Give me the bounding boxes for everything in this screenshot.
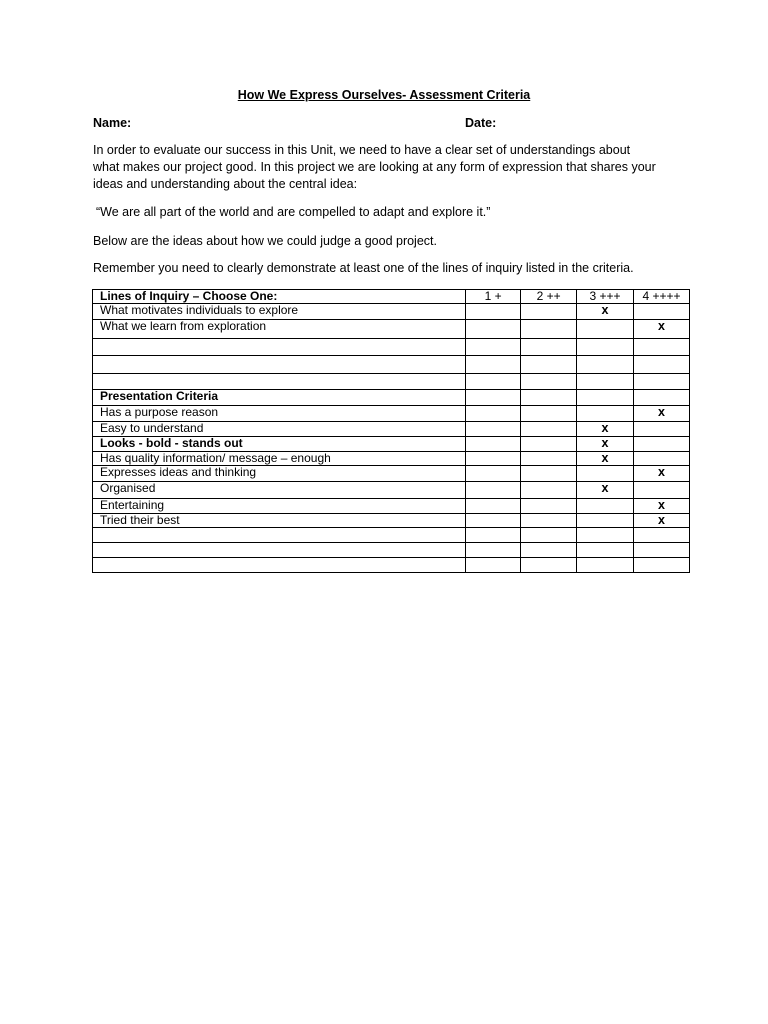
score-cell-4 <box>634 390 690 406</box>
table-row <box>93 528 690 543</box>
score-cell-4 <box>634 339 690 356</box>
criteria-label <box>93 339 466 356</box>
score-cell-1 <box>466 320 521 339</box>
criteria-label: Organised <box>93 482 466 499</box>
score-cell-2 <box>521 452 577 466</box>
score-cell-2 <box>521 437 577 452</box>
score-cell-3 <box>577 320 634 339</box>
score-cell-1 <box>466 339 521 356</box>
criteria-label <box>93 543 466 558</box>
table-row <box>93 406 690 422</box>
score-cell-1 <box>466 304 521 320</box>
score-cell-3: x <box>577 452 634 466</box>
criteria-label: Entertaining <box>93 499 466 514</box>
table-row <box>93 356 690 374</box>
score-cell-1 <box>466 499 521 514</box>
table-row <box>93 422 690 437</box>
header-lines-of-inquiry: Lines of Inquiry – Choose One: <box>93 290 466 304</box>
score-cell-2 <box>521 514 577 528</box>
score-cell-3 <box>577 406 634 422</box>
score-cell-3 <box>577 374 634 390</box>
criteria-label: Presentation Criteria <box>93 390 466 406</box>
score-cell-4 <box>634 452 690 466</box>
table-row <box>93 452 690 466</box>
table-row <box>93 558 690 573</box>
score-cell-2 <box>521 543 577 558</box>
score-cell-4 <box>634 374 690 390</box>
score-cell-3: x <box>577 304 634 320</box>
score-cell-2 <box>521 320 577 339</box>
score-cell-2 <box>521 422 577 437</box>
header-score-1: 1 + <box>466 290 521 304</box>
table-row <box>93 482 690 499</box>
score-cell-3 <box>577 499 634 514</box>
score-cell-2 <box>521 339 577 356</box>
score-cell-1 <box>466 528 521 543</box>
score-cell-1 <box>466 466 521 482</box>
score-cell-3 <box>577 543 634 558</box>
table-row <box>93 437 690 452</box>
score-cell-4: x <box>634 320 690 339</box>
score-cell-3: x <box>577 437 634 452</box>
score-cell-2 <box>521 499 577 514</box>
criteria-label <box>93 528 466 543</box>
score-cell-2 <box>521 374 577 390</box>
score-cell-2 <box>521 390 577 406</box>
score-cell-4 <box>634 482 690 499</box>
criteria-label: Has a purpose reason <box>93 406 466 422</box>
header-score-3: 3 +++ <box>577 290 634 304</box>
score-cell-1 <box>466 390 521 406</box>
table-row <box>93 304 690 320</box>
score-cell-3 <box>577 356 634 374</box>
score-cell-2 <box>521 482 577 499</box>
criteria-label <box>93 356 466 374</box>
score-cell-4: x <box>634 466 690 482</box>
score-cell-3 <box>577 514 634 528</box>
criteria-label: Easy to understand <box>93 422 466 437</box>
score-cell-3 <box>577 558 634 573</box>
score-cell-3: x <box>577 422 634 437</box>
intro-line: what makes our project good. In this project we are looking at any form of expression that shares your <box>93 160 656 174</box>
table-row <box>93 339 690 356</box>
score-cell-1 <box>466 543 521 558</box>
header-score-4: 4 ++++ <box>634 290 690 304</box>
table-header-row <box>93 290 690 304</box>
table-row <box>93 499 690 514</box>
score-cell-4 <box>634 528 690 543</box>
score-cell-1 <box>466 558 521 573</box>
score-cell-1 <box>466 374 521 390</box>
score-cell-2 <box>521 406 577 422</box>
intro-line: ideas and understanding about the central idea: <box>93 177 358 191</box>
score-cell-3 <box>577 528 634 543</box>
score-cell-2 <box>521 356 577 374</box>
score-cell-1 <box>466 406 521 422</box>
table-row <box>93 543 690 558</box>
name-label: Name: <box>93 116 132 130</box>
criteria-label: Looks - bold - stands out <box>93 437 466 452</box>
criteria-label <box>93 558 466 573</box>
score-cell-4: x <box>634 406 690 422</box>
central-idea-quote: “We are all part of the world and are compelled to adapt and explore it.” <box>96 205 491 219</box>
score-cell-4 <box>634 304 690 320</box>
page-title: How We Express Ourselves- Assessment Criteria <box>237 88 531 102</box>
score-cell-1 <box>466 452 521 466</box>
table-row <box>93 466 690 482</box>
score-cell-1 <box>466 356 521 374</box>
score-cell-4 <box>634 437 690 452</box>
score-cell-3: x <box>577 482 634 499</box>
table-row <box>93 514 690 528</box>
criteria-label: Has quality information/ message – enough <box>93 452 466 466</box>
score-cell-1 <box>466 482 521 499</box>
criteria-label: Expresses ideas and thinking <box>93 466 466 482</box>
criteria-label <box>93 374 466 390</box>
criteria-table <box>92 289 690 573</box>
score-cell-2 <box>521 466 577 482</box>
date-label: Date: <box>465 116 497 130</box>
intro-line: In order to evaluate our success in this Unit, we need to have a clear set of understandings about <box>93 143 631 157</box>
header-score-2: 2 ++ <box>521 290 577 304</box>
score-cell-4: x <box>634 514 690 528</box>
criteria-label: What we learn from exploration <box>93 320 466 339</box>
score-cell-1 <box>466 422 521 437</box>
intro-paragraph <box>93 142 693 193</box>
criteria-label: Tried their best <box>93 514 466 528</box>
score-cell-1 <box>466 514 521 528</box>
score-cell-4 <box>634 422 690 437</box>
reminder-paragraph: Remember you need to clearly demonstrate at least one of the lines of inquiry listed in the criteria. <box>93 261 634 275</box>
ideas-paragraph: Below are the ideas about how we could judge a good project. <box>93 234 437 248</box>
table-row <box>93 390 690 406</box>
score-cell-2 <box>521 558 577 573</box>
table-row <box>93 320 690 339</box>
table-row <box>93 374 690 390</box>
score-cell-3 <box>577 466 634 482</box>
score-cell-2 <box>521 528 577 543</box>
score-cell-1 <box>466 437 521 452</box>
criteria-label: What motivates individuals to explore <box>93 304 466 320</box>
score-cell-4 <box>634 543 690 558</box>
score-cell-4 <box>634 356 690 374</box>
score-cell-3 <box>577 339 634 356</box>
score-cell-2 <box>521 304 577 320</box>
score-cell-4 <box>634 558 690 573</box>
score-cell-3 <box>577 390 634 406</box>
score-cell-4: x <box>634 499 690 514</box>
